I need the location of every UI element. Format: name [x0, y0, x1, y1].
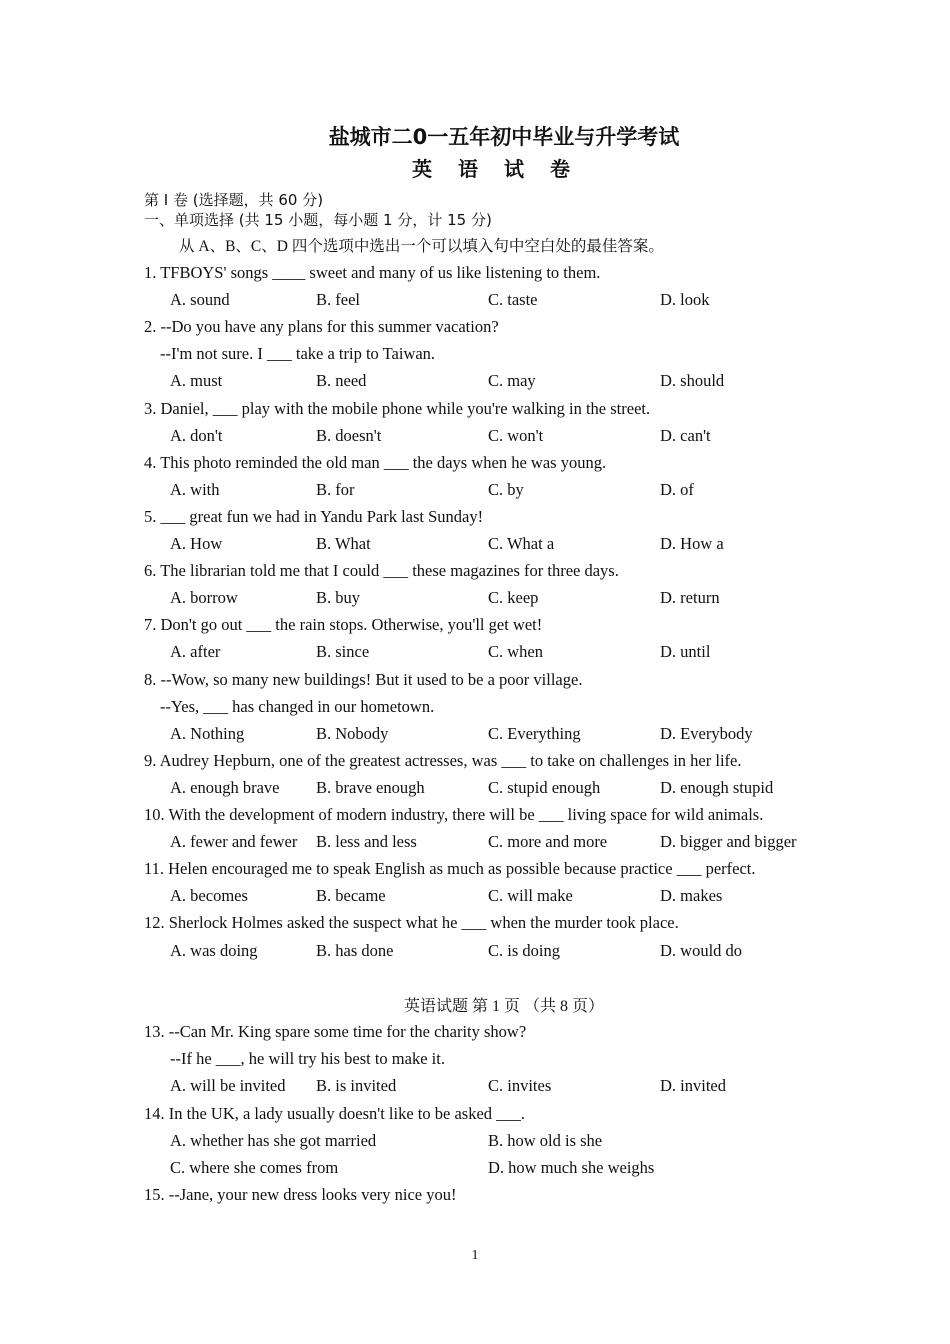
question-3: 3. Daniel, ___ play with the mobile phone while you're walking in the street. [144, 398, 651, 418]
page-number: 1 [471, 1248, 479, 1263]
exam-subtitle: 英语试卷 [412, 157, 596, 181]
option-7-c[interactable]: C. when [488, 642, 543, 662]
option-14-a[interactable]: A. whether has she got married [170, 1131, 377, 1150]
question-10: 10. With the development of modern industry, there will be ___ living space for wild animals. [144, 805, 764, 824]
option-3-c[interactable]: C. won't [488, 425, 544, 445]
option-4-b[interactable]: B. for [316, 479, 355, 499]
question-2: 2. --Do you have any plans for this summer vacation? [144, 317, 499, 337]
section-heading: 第 I 卷 (选择题，共 60 分) [144, 191, 324, 209]
option-14-c[interactable]: C. where she comes from [170, 1158, 339, 1177]
option-4-d[interactable]: D. of [660, 479, 694, 499]
question-14: 14. In the UK, a lady usually doesn't like to be asked ___. [144, 1104, 526, 1123]
question-9: 9. Audrey Hepburn, one of the greatest actresses, was ___ to take on challenges in her life. [144, 750, 742, 770]
option-14-b[interactable]: B. how old is she [488, 1131, 603, 1150]
option-11-b[interactable]: B. became [316, 886, 386, 906]
option-12-c[interactable]: C. is doing [488, 940, 560, 960]
option-6-c[interactable]: C. keep [488, 588, 539, 608]
option-2-a[interactable]: A. must [170, 371, 223, 391]
option-9-b[interactable]: B. brave enough [316, 777, 425, 797]
question-8: 8. --Wow, so many new buildings! But it used to be a poor village. [144, 669, 583, 689]
question-13-line-1: 13. --Can Mr. King spare some time for the charity show? [144, 1022, 527, 1041]
option-8-c[interactable]: C. Everything [488, 723, 581, 743]
option-9-d[interactable]: D. enough stupid [660, 777, 774, 797]
option-4-c[interactable]: C. by [488, 479, 524, 499]
option-6-d[interactable]: D. return [660, 588, 720, 608]
option-5-c[interactable]: C. What a [488, 534, 555, 553]
option-11-a[interactable]: A. becomes [170, 886, 248, 906]
option-2-c[interactable]: C. may [488, 371, 536, 391]
option-3-d[interactable]: D. can't [660, 425, 711, 445]
option-5-a[interactable]: A. How [170, 534, 223, 553]
option-3-b[interactable]: B. doesn't [316, 425, 382, 445]
option-6-a[interactable]: A. borrow [170, 588, 238, 608]
option-13-a[interactable]: A. will be invited [170, 1076, 286, 1095]
instruction: 从 A、B、C、D 四个选项中选出一个可以填入句中空白处的最佳答案。 [179, 238, 664, 255]
question-8-line-2: --Yes, ___ has changed in our hometown. [160, 696, 435, 716]
option-4-a[interactable]: A. with [170, 479, 220, 499]
option-12-d[interactable]: D. would do [660, 940, 743, 960]
option-1-c[interactable]: C. taste [488, 290, 538, 310]
option-7-d[interactable]: D. until [660, 642, 711, 662]
option-2-d[interactable]: D. should [660, 371, 725, 391]
question-1: 1. TFBOYS' songs ____ sweet and many of us like listening to them. [144, 263, 601, 282]
option-10-a[interactable]: A. fewer and fewer [170, 832, 298, 852]
question-4: 4. This photo reminded the old man ___ the days when he was young. [144, 452, 607, 472]
option-12-b[interactable]: B. has done [316, 940, 394, 960]
option-13-b[interactable]: B. is invited [316, 1076, 397, 1095]
option-11-c[interactable]: C. will make [488, 886, 573, 906]
option-10-c[interactable]: C. more and more [488, 832, 608, 852]
option-1-a[interactable]: A. sound [170, 290, 230, 310]
option-7-a[interactable]: A. after [170, 642, 221, 662]
option-5-d[interactable]: D. How a [660, 534, 724, 553]
option-10-d[interactable]: D. bigger and bigger [660, 832, 797, 852]
option-6-b[interactable]: B. buy [316, 588, 361, 608]
page-footer: 英语试题 第 1 页 （共 8 页） [403, 998, 604, 1015]
question-13-line-2: --If he ___, he will try his best to make it. [170, 1049, 445, 1068]
question-7: 7. Don't go out ___ the rain stops. Otherwise, you'll get wet! [144, 615, 543, 635]
question-15: 15. --Jane, your new dress looks very nice you! [144, 1185, 457, 1204]
option-13-c[interactable]: C. invites [488, 1076, 552, 1095]
option-12-a[interactable]: A. was doing [170, 940, 258, 960]
option-14-d[interactable]: D. how much she weighs [488, 1158, 655, 1177]
option-11-d[interactable]: D. makes [660, 886, 723, 906]
question-5: 5. ___ great fun we had in Yandu Park last Sunday! [144, 506, 484, 526]
option-2-b[interactable]: B. need [316, 371, 367, 391]
option-8-a[interactable]: A. Nothing [170, 723, 245, 743]
option-8-b[interactable]: B. Nobody [316, 723, 389, 743]
question-6: 6. The librarian told me that I could ___ these magazines for three days. [144, 561, 619, 581]
question-11: 11. Helen encouraged me to speak English as much as possible because practice ___ perfect. [144, 859, 756, 879]
option-1-b[interactable]: B. feel [316, 290, 360, 310]
option-7-b[interactable]: B. since [316, 642, 370, 662]
option-10-b[interactable]: B. less and less [316, 832, 417, 852]
question-12: 12. Sherlock Holmes asked the suspect what he ___ when the murder took place. [144, 913, 679, 933]
option-9-a[interactable]: A. enough brave [170, 777, 280, 797]
option-8-d[interactable]: D. Everybody [660, 723, 753, 743]
exam-title: 盐城市二0一五年初中毕业与升学考试 [328, 125, 680, 149]
question-2-line-2: --I'm not sure. I ___ take a trip to Taiwan. [160, 344, 436, 364]
option-13-d[interactable]: D. invited [660, 1076, 726, 1095]
part-heading: 一、单项选择 (共 15 小题，每小题 1 分，计 15 分) [144, 211, 492, 229]
option-5-b[interactable]: B. What [316, 534, 371, 553]
option-1-d[interactable]: D. look [660, 290, 710, 310]
option-9-c[interactable]: C. stupid enough [488, 777, 601, 797]
option-3-a[interactable]: A. don't [170, 425, 223, 445]
